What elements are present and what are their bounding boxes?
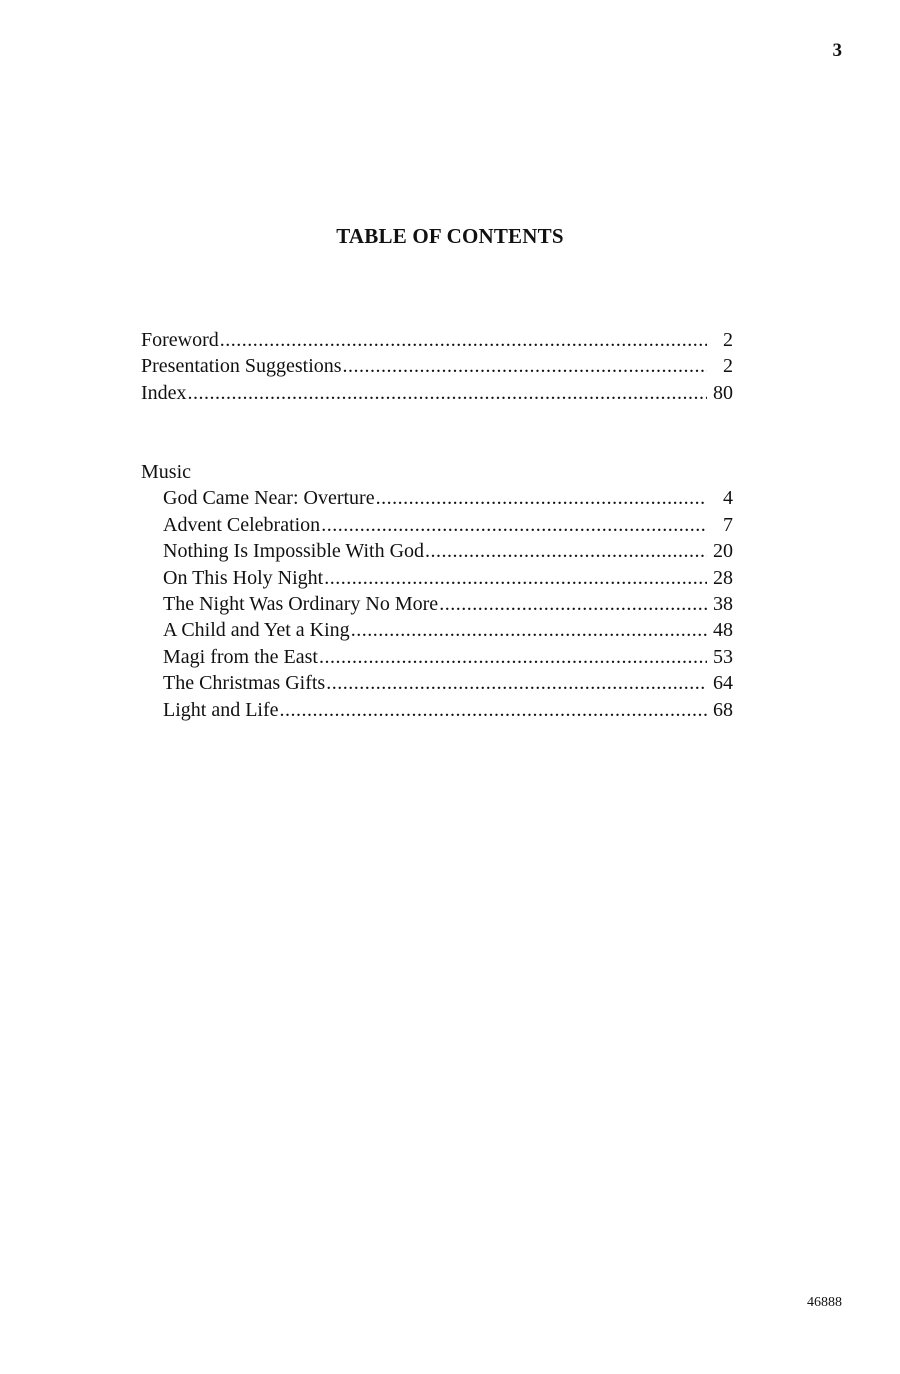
- toc-entry-label: Index: [141, 381, 187, 404]
- toc-entry-page: 2: [723, 355, 733, 378]
- toc-entry-label: Presentation Suggestions: [141, 355, 342, 378]
- toc-entry: [141, 591, 733, 617]
- toc-entry-page: 48: [713, 619, 733, 642]
- toc-entry-page: 38: [713, 592, 733, 615]
- toc-entry-label: Magi from the East: [163, 645, 318, 668]
- toc-entry: [141, 644, 733, 670]
- dot-leader: [326, 670, 707, 696]
- toc-entry-label: Nothing Is Impossible With God: [163, 540, 425, 563]
- toc-entry-page: 7: [723, 513, 733, 536]
- toc-entry: [141, 565, 733, 591]
- toc-entry-label: The Christmas Gifts: [163, 672, 326, 695]
- toc-entry-label: A Child and Yet a King: [163, 619, 350, 642]
- toc-entry-label: On This Holy Night: [163, 566, 324, 589]
- dot-leader: [321, 512, 707, 538]
- toc-entry: [141, 617, 733, 643]
- toc-entry-page: 28: [713, 566, 733, 589]
- section-heading-music: Music: [141, 461, 191, 483]
- dot-leader: [324, 565, 707, 591]
- toc-entry-presentation-suggestions: [141, 353, 733, 379]
- music-section: [141, 459, 733, 723]
- dot-leader: [280, 697, 707, 723]
- toc-entry-page: 2: [723, 329, 733, 351]
- toc-entry: [141, 538, 733, 564]
- dot-leader: [376, 485, 707, 511]
- toc-entry-page: 53: [713, 645, 733, 668]
- toc-entry-foreword: [141, 327, 733, 353]
- toc-entry-label: God Came Near: Overture: [163, 487, 375, 510]
- dot-leader: [188, 380, 707, 406]
- toc-entry-page: 68: [713, 698, 733, 721]
- toc-entry: [141, 670, 733, 696]
- toc-entry-page: 64: [713, 672, 733, 695]
- toc-entry-label: The Night Was Ordinary No More: [163, 592, 439, 615]
- toc-entry: [141, 512, 733, 538]
- toc-entry-label: Advent Celebration: [163, 513, 321, 536]
- toc-entry-label: Light and Life: [163, 698, 279, 721]
- page-title: TABLE OF CONTENTS: [336, 224, 564, 248]
- toc-entry-page: 80: [713, 381, 733, 404]
- dot-leader: [439, 591, 707, 617]
- page-number: 3: [832, 40, 842, 61]
- toc-entry-page: 20: [713, 540, 733, 563]
- toc-entry: [141, 485, 733, 511]
- dot-leader: [319, 644, 707, 670]
- dot-leader: [425, 538, 707, 564]
- document-code: 46888: [807, 1295, 842, 1310]
- toc-entry: [141, 697, 733, 723]
- dot-leader: [351, 617, 707, 643]
- dot-leader: [220, 327, 707, 353]
- toc-entry-page: 4: [723, 487, 733, 510]
- front-matter-list: [141, 327, 733, 406]
- dot-leader: [343, 353, 707, 379]
- toc-entry-label: Foreword: [141, 329, 219, 351]
- toc-entry-index: [141, 380, 733, 406]
